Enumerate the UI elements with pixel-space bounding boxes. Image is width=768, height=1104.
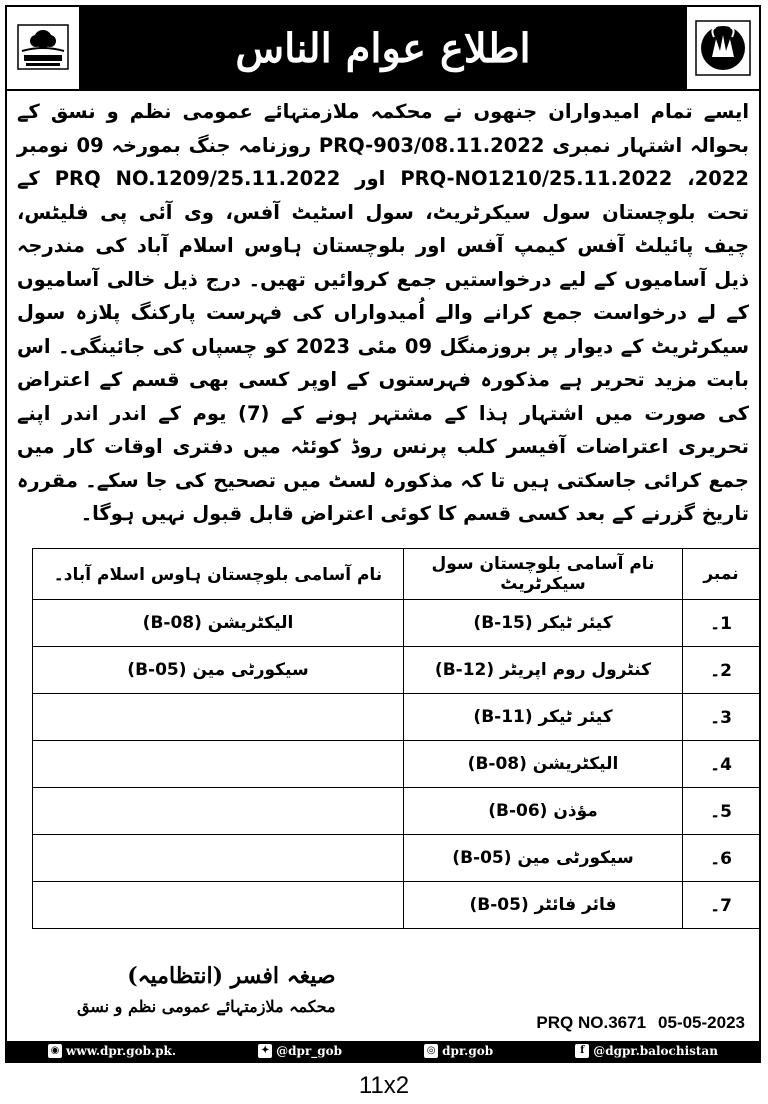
row-secretariat-post: فائر فائٹر (B-05) xyxy=(404,882,683,929)
footer-website[interactable] xyxy=(48,1044,176,1058)
row-islamabad-post: الیکٹریشن (B-08) xyxy=(33,600,404,647)
left-logo xyxy=(7,7,79,89)
row-number: 7۔ xyxy=(683,882,760,929)
notice-paragraph: ایسے تمام امیدواران جنھوں نے محکمہ ملازمتہائے عمومی نظم و نسق کے بحوالہ اشتہار نمبری PRQ-903/08.11.2022 روزنامہ جنگ بمورخہ 09 نومبر 2022، PRQ-NO1210/25.11.2022 اور PRQ NO.1209/25.11.2022 کے تحت بلوچستان سول سیکرٹریٹ، سول اسٹیٹ آفس، وی آئی پی فلیٹس، چیف پائیلٹ آفس کیمپ آفس اور بلوچستان ہاوس اسلام آباد کی مندرجہ ذیل آسامیوں کے لیے درخواستیں جمع کروائیں تھیں۔ درج ذیل خالی آسامیوں کے لے درخواست جمع کرانے والے اُمیدواراں کی فہرست پارکنگ پلازہ سول سیکرٹریٹ کے دیوار پر بروزمنگل 09 مئی 2023 کو چسپاں کی جائینگی۔ اس بابت مزید تحریر ہے مذکورہ فہرستوں کے اوپر کسی بھی قسم کے اعتراض کی صورت میں اشتہار ہذا کے مشتہر ہونے کے (7) یوم کے اندر اندر اپنے تحریری اعتراضات آفیسر کلب پرنس روڈ کوئٹہ میں دفتری اوقات کار میں جمع کرائی جاسکتی ہیں تا کہ مذکورہ لسٹ میں تصحیح کی جا سکے۔ مقررہ تاریخ گزرنے کے بعد کسی قسم کا کوئی اعتراض قابل قبول نہیں ہوگا۔ xyxy=(17,100,749,525)
website-text: www.dpr.gob.pk. xyxy=(66,1044,177,1058)
row-number: 5۔ xyxy=(683,788,760,835)
table-row xyxy=(33,835,760,882)
vacancies-table xyxy=(32,548,760,929)
prq-number: PRQ NO.3671 xyxy=(536,1013,647,1032)
footer-twitter[interactable] xyxy=(258,1044,342,1058)
row-number: 3۔ xyxy=(683,694,760,741)
row-secretariat-post: الیکٹریشن (B-08) xyxy=(404,741,683,788)
table-row xyxy=(33,788,760,835)
row-number: 4۔ xyxy=(683,741,760,788)
globe-icon: ◉ xyxy=(48,1044,62,1058)
signatory-department: محکمہ ملازمتہائے عمومی نظم و نسق xyxy=(77,997,336,1016)
table-row xyxy=(33,600,760,647)
row-islamabad-post xyxy=(33,741,404,788)
signatory-title: صیغہ افسر (انتظامیہ) xyxy=(127,963,336,989)
twitter-handle: @dpr_gob xyxy=(276,1044,343,1058)
table-row xyxy=(33,741,760,788)
header-islamabad: نام آسامی بلوچستان ہاوس اسلام آباد۔ xyxy=(33,549,404,600)
table-row xyxy=(33,694,760,741)
twitter-icon: ✦ xyxy=(258,1044,272,1058)
header-number: نمبر xyxy=(683,549,760,600)
notice-title: اطلاع عوام الناس xyxy=(79,7,687,89)
markhor-emblem-icon xyxy=(692,17,754,79)
row-secretariat-post: مؤذن (B-06) xyxy=(404,788,683,835)
right-logo xyxy=(687,7,759,89)
row-secretariat-post: کیئر ٹیکر (B-11) xyxy=(404,694,683,741)
table-row xyxy=(33,882,760,929)
row-islamabad-post xyxy=(33,882,404,929)
header-secretariat: نام آسامی بلوچستان سول سیکرٹریٹ xyxy=(404,549,683,600)
signature-block xyxy=(77,963,336,1016)
balochistan-emblem-icon xyxy=(12,17,74,79)
row-islamabad-post: سیکورٹی مین (B-05) xyxy=(33,647,404,694)
row-islamabad-post xyxy=(33,694,404,741)
ad-size-label: 11x2 xyxy=(358,1072,410,1099)
instagram-icon: ◎ xyxy=(424,1044,438,1058)
footer-instagram[interactable] xyxy=(424,1044,493,1058)
table-header-row xyxy=(33,549,760,600)
notice-body xyxy=(17,95,749,535)
row-islamabad-post xyxy=(33,835,404,882)
facebook-icon: f xyxy=(575,1044,589,1058)
row-secretariat-post: کنٹرول روم اپریٹر (B-12) xyxy=(404,647,683,694)
prq-date: 05-05-2023 xyxy=(658,1013,745,1032)
instagram-handle: dpr.gob xyxy=(442,1044,494,1058)
notice-frame xyxy=(5,5,761,1063)
table-row xyxy=(33,647,760,694)
row-secretariat-post: کیئر ٹیکر (B-15) xyxy=(404,600,683,647)
header xyxy=(7,7,759,91)
row-secretariat-post: سیکورٹی مین (B-05) xyxy=(404,835,683,882)
row-number: 1۔ xyxy=(683,600,760,647)
facebook-handle: @dgpr.balochistan xyxy=(593,1044,718,1058)
footer-facebook[interactable] xyxy=(575,1044,718,1058)
row-islamabad-post xyxy=(33,788,404,835)
prq-reference xyxy=(536,1013,745,1033)
row-number: 2۔ xyxy=(683,647,760,694)
footer-bar xyxy=(7,1041,759,1061)
row-number: 6۔ xyxy=(683,835,760,882)
